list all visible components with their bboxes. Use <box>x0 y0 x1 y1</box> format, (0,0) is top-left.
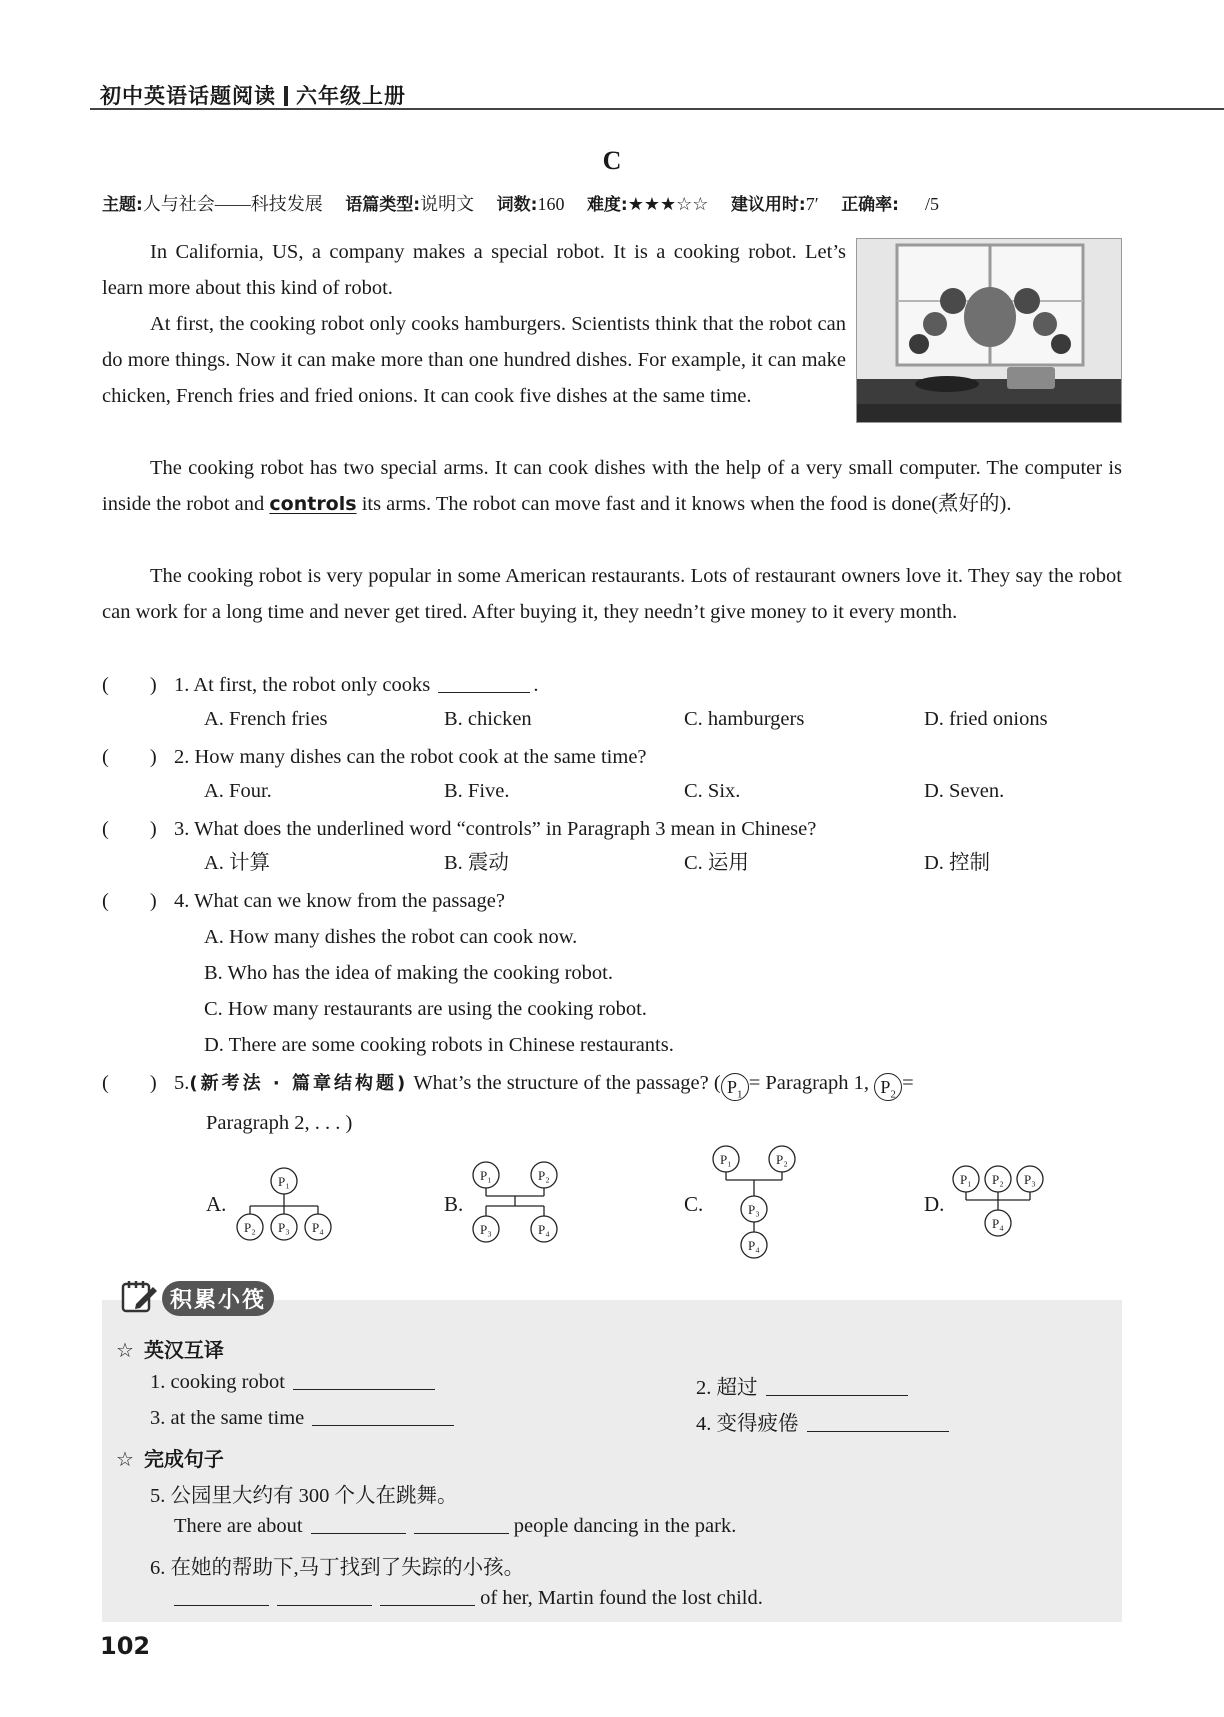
translation-item-2 <box>696 1370 908 1400</box>
svg-text:P₂: P₂ <box>992 1172 1004 1187</box>
answer-blank[interactable] <box>312 1406 454 1426</box>
sentence-6-english-text: of her, Martin found the lost child. <box>480 1587 763 1609</box>
q1-option-a[interactable]: A. French fries <box>204 708 328 730</box>
q3-option-c[interactable]: C. 运用 <box>684 852 749 874</box>
q3-option-d[interactable]: D. 控制 <box>924 852 991 874</box>
heading-complete-sentences-label: 完成句子 <box>143 1447 224 1471</box>
meta-accuracy-value: /5 <box>925 194 940 214</box>
book-grade: 六年级上册 <box>296 84 406 108</box>
underlined-word-controls: controls <box>269 493 357 515</box>
sentence-5-chinese: 5. 公园里大约有 300 个人在跳舞。 <box>150 1485 458 1507</box>
q2-option-d[interactable]: D. Seven. <box>924 780 1005 802</box>
svg-text:P₂: P₂ <box>244 1220 256 1235</box>
answer-paren[interactable]: ( ) <box>102 890 157 912</box>
meta-theme-value: 人与社会——科技发展 <box>142 194 323 214</box>
svg-text:P₄: P₄ <box>312 1220 324 1235</box>
q2-option-a[interactable]: A. Four. <box>204 780 272 802</box>
svg-text:P₂: P₂ <box>538 1168 550 1183</box>
q3-option-a[interactable]: A. 计算 <box>204 852 271 874</box>
circled-p2-icon: $P_2$ <box>874 1073 902 1101</box>
translation-item-4-text: 4. 变得疲倦 <box>696 1413 799 1435</box>
meta-words-value: 160 <box>537 194 565 214</box>
svg-text:P₁: P₁ <box>278 1174 290 1189</box>
q1-option-c[interactable]: C. hamburgers <box>684 708 805 730</box>
header-separator <box>284 86 288 106</box>
structure-diagram-c[interactable] <box>708 1144 808 1262</box>
answer-blank[interactable] <box>438 673 530 693</box>
sentence-5-english <box>174 1514 736 1538</box>
question-3 <box>102 814 816 844</box>
answer-blank[interactable] <box>414 1514 509 1534</box>
svg-text:P₂: P₂ <box>776 1152 788 1167</box>
svg-text:P₃: P₃ <box>480 1222 492 1237</box>
question-5-number: 5. <box>174 1072 190 1094</box>
meta-theme-key: 主题: <box>102 195 143 215</box>
answer-blank[interactable] <box>807 1412 949 1432</box>
heading-complete-sentences <box>116 1443 224 1472</box>
sentence-5-english-b: people dancing in the park. <box>513 1515 737 1537</box>
answer-paren[interactable]: ( ) <box>102 674 157 696</box>
q5-option-c[interactable]: C. <box>684 1192 704 1216</box>
q1-option-b[interactable]: B. chicken <box>444 708 532 730</box>
question-5 <box>102 1068 914 1101</box>
svg-text:P₁: P₁ <box>720 1152 732 1167</box>
answer-paren[interactable]: ( ) <box>102 746 157 768</box>
q5-option-a[interactable]: A. <box>206 1192 227 1216</box>
q5-option-b[interactable]: B. <box>444 1192 464 1216</box>
sentence-5-english-a: There are about <box>174 1515 303 1537</box>
structure-diagram-a[interactable] <box>230 1162 340 1244</box>
question-5-text: What’s the structure of the passage? ( <box>413 1072 721 1094</box>
question-4 <box>102 886 505 916</box>
meta-time-value: 7′ <box>805 194 819 214</box>
answer-paren[interactable]: ( ) <box>102 818 157 840</box>
meta-type-value: 说明文 <box>420 194 475 214</box>
star-icon: ☆ <box>116 1338 134 1362</box>
answer-blank[interactable] <box>293 1370 435 1390</box>
paragraph-3-part-1: The cooking robot has two special arms. It can cook dishes with the help of a very small computer. The computer is inside the robot and <box>102 457 1122 515</box>
answer-paren[interactable]: ( ) <box>102 1072 157 1094</box>
star-icon: ☆ <box>116 1447 134 1471</box>
sentence-6-chinese: 6. 在她的帮助下,马丁找到了失踪的小孩。 <box>150 1557 525 1579</box>
q2-option-b[interactable]: B. Five. <box>444 780 510 802</box>
accumulation-title-label: 积累小筏 <box>162 1281 274 1316</box>
svg-text:P₁: P₁ <box>960 1172 972 1187</box>
meta-difficulty-stars: ★★★☆☆ <box>627 194 709 214</box>
book-title: 初中英语话题阅读 <box>100 84 276 108</box>
translation-item-1-text: 1. cooking robot <box>150 1371 285 1393</box>
answer-blank[interactable] <box>380 1586 475 1606</box>
question-2-text: 2. How many dishes can the robot cook at the same time? <box>174 746 647 768</box>
q4-option-a[interactable]: A. How many dishes the robot can cook now. <box>204 926 578 948</box>
meta-time-key: 建议用时: <box>730 195 806 215</box>
passage-meta <box>102 190 939 216</box>
heading-translation-label: 英汉互译 <box>143 1338 224 1362</box>
question-4-text: 4. What can we know from the passage? <box>174 890 505 912</box>
meta-difficulty-key: 难度: <box>586 195 628 215</box>
paragraph-3 <box>102 450 1122 522</box>
q5-option-d[interactable]: D. <box>924 1192 945 1216</box>
page-number: 102 <box>100 1632 151 1660</box>
paragraph-1: In California, US, a company makes a special robot. It is a cooking robot. Let’s learn more about this kind of robot. <box>102 241 846 299</box>
q4-option-b[interactable]: B. Who has the idea of making the cooking robot. <box>204 962 613 984</box>
answer-blank[interactable] <box>311 1514 406 1534</box>
heading-translation <box>116 1334 224 1363</box>
question-5-tag: (新考法 · 篇章结构题) <box>189 1073 409 1094</box>
svg-text:P₄: P₄ <box>538 1222 550 1237</box>
structure-diagram-b[interactable] <box>468 1158 568 1248</box>
translation-item-3 <box>150 1406 454 1430</box>
q1-option-d[interactable]: D. fried onions <box>924 708 1048 730</box>
question-5-eq2: = <box>902 1072 914 1094</box>
book-header <box>100 80 406 110</box>
question-1 <box>102 670 538 700</box>
paragraph-3-part-2: its arms. The robot can move fast and it knows when the food is done(煮好的). <box>356 493 1012 515</box>
meta-words-key: 词数: <box>496 195 538 215</box>
translation-item-4 <box>696 1406 949 1436</box>
paragraph-2: At first, the cooking robot only cooks hamburgers. Scientists think that the robot can do more things. Now it can make more than one hundred dishes. For example, it can make chicken, French fries and fried onions. It can cook five dishes at the same time. <box>102 313 846 407</box>
svg-text:P₃: P₃ <box>748 1202 760 1217</box>
question-2 <box>102 742 647 772</box>
q3-option-b[interactable]: B. 震动 <box>444 852 509 874</box>
question-1-end: . <box>533 674 539 696</box>
q4-option-c[interactable]: C. How many restaurants are using the cooking robot. <box>204 998 647 1020</box>
question-1-text: 1. At first, the robot only cooks <box>174 674 431 696</box>
meta-accuracy-key: 正确率: <box>841 195 899 215</box>
svg-text:P₃: P₃ <box>278 1220 290 1235</box>
answer-blank[interactable] <box>174 1586 269 1606</box>
q4-option-d[interactable]: D. There are some cooking robots in Chinese restaurants. <box>204 1034 674 1056</box>
svg-text:P₄: P₄ <box>748 1238 760 1253</box>
sentence-6-english <box>166 1586 763 1610</box>
question-5-line-2: Paragraph 2, . . . ) <box>206 1112 353 1134</box>
svg-text:P₄: P₄ <box>992 1216 1004 1231</box>
q2-option-c[interactable]: C. Six. <box>684 780 741 802</box>
circled-p1-icon: $P_1$ <box>721 1073 749 1101</box>
question-5-eq1: = Paragraph 1, <box>748 1072 870 1094</box>
translation-item-1 <box>150 1370 435 1394</box>
answer-blank[interactable] <box>766 1376 908 1396</box>
notepad-pencil-icon <box>120 1278 158 1319</box>
header-rule <box>90 108 1224 110</box>
svg-text:P₃: P₃ <box>1024 1172 1036 1187</box>
svg-text:P₁: P₁ <box>480 1168 492 1183</box>
structure-diagram-d[interactable] <box>950 1162 1050 1246</box>
answer-blank[interactable] <box>277 1586 372 1606</box>
question-3-text: 3. What does the underlined word “controls” in Paragraph 3 mean in Chinese? <box>174 818 817 840</box>
translation-item-2-text: 2. 超过 <box>696 1377 758 1399</box>
section-letter: C <box>602 146 622 175</box>
paragraph-4: The cooking robot is very popular in some American restaurants. Lots of restaurant owners love it. They say the robot can work for a long time and never get tired. After buying it, they needn’t give money to it every month. <box>102 565 1122 623</box>
cooking-robot-photo <box>856 238 1122 423</box>
translation-item-3-text: 3. at the same time <box>150 1407 305 1429</box>
accumulation-title <box>120 1278 274 1319</box>
meta-type-key: 语篇类型: <box>345 195 421 215</box>
